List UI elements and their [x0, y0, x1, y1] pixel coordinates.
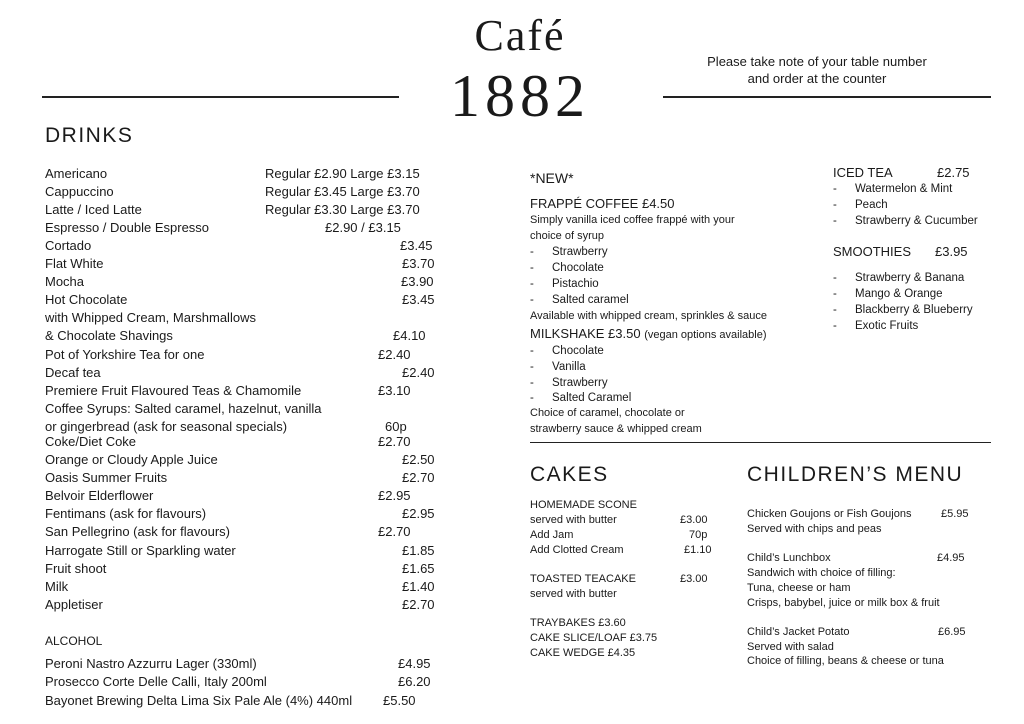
potato-desc-2: Choice of filling, beans & cheese or tuna	[747, 655, 944, 667]
dash-bullet: -	[833, 288, 837, 300]
alcohol-name: Bayonet Brewing Delta Lima Six Pale Ale (4%) 440ml	[45, 693, 353, 708]
drink-price: £3.70	[402, 256, 435, 271]
drink-name: Latte / Iced Latte	[45, 202, 142, 217]
header-rule-left	[42, 96, 399, 98]
dash-bullet: -	[530, 246, 534, 258]
alcohol-heading: ALCOHOL	[45, 634, 103, 648]
drink-name: Fentimans (ask for flavours)	[45, 506, 207, 521]
iced-tea-option	[833, 183, 952, 195]
smoothie-option-label: Blackberry & Blueberry	[855, 304, 973, 316]
lunchbox-desc-1: Sandwich with choice of filling:	[747, 567, 896, 579]
drink-name: Flat White	[45, 256, 104, 271]
frappe-option-label: Strawberry	[552, 246, 608, 258]
smoothie-option	[833, 288, 943, 300]
milkshake-option	[530, 361, 586, 373]
drink-name: Coffee Syrups: Salted caramel, hazelnut, vanilla	[45, 401, 322, 416]
dash-bullet: -	[530, 278, 534, 290]
logo-year: 1882	[450, 63, 590, 129]
drink-price: £4.10	[393, 328, 426, 343]
milkshake-title-text: MILKSHAKE £3.50	[530, 326, 641, 341]
frappe-title: FRAPPÉ COFFEE £4.50	[530, 196, 675, 211]
iced-tea-option	[833, 199, 888, 211]
milkshake-option-label: Vanilla	[552, 361, 586, 373]
drink-price: £2.70	[402, 597, 435, 612]
drink-price: £2.95	[402, 506, 435, 521]
dash-bullet: -	[833, 183, 837, 195]
notice-line-2: and order at the counter	[747, 71, 887, 86]
children-heading: CHILDREN’S MENU	[747, 463, 964, 486]
cake-slice: CAKE SLICE/LOAF £3.75	[530, 632, 658, 644]
add-jam-price: 70p	[689, 529, 708, 541]
drink-name: Pot of Yorkshire Tea for one	[45, 347, 205, 362]
drink-name: Orange or Cloudy Apple Juice	[45, 452, 218, 467]
scone-butter-price: £3.00	[680, 514, 708, 526]
header-rule-right	[663, 96, 991, 98]
smoothie-option-label: Mango & Orange	[855, 288, 943, 300]
frappe-desc-2: choice of syrup	[530, 230, 604, 242]
add-cream: Add Clotted Cream	[530, 544, 624, 556]
lunchbox-title: Child’s Lunchbox	[747, 552, 831, 564]
drink-name: Milk	[45, 579, 69, 594]
mid-rule	[530, 442, 991, 443]
frappe-option-label: Salted caramel	[552, 294, 629, 306]
drink-name: & Chocolate Shavings	[45, 328, 173, 343]
drink-price: £1.40	[402, 579, 435, 594]
iced-tea-option	[833, 215, 978, 227]
new-label: *NEW*	[530, 170, 574, 186]
milkshake-vegan-note: (vegan options available)	[644, 329, 767, 341]
drink-name: Fruit shoot	[45, 561, 107, 576]
milkshake-title	[530, 326, 767, 341]
teacake-title: TOASTED TEACAKE	[530, 573, 636, 585]
lunchbox-desc-2: Tuna, cheese or ham	[747, 582, 851, 594]
logo-cafe: Café	[474, 11, 566, 60]
drink-name: or gingerbread (ask for seasonal specials)	[45, 419, 288, 434]
notice-line-1: Please take note of your table number	[707, 54, 927, 69]
iced-tea-option-label: Strawberry & Cucumber	[855, 215, 978, 227]
drink-name: Mocha	[45, 274, 85, 289]
frappe-option	[530, 246, 608, 258]
teacake-butter: served with butter	[530, 588, 617, 600]
lunchbox-price: £4.95	[937, 552, 965, 564]
drink-name: Cortado	[45, 238, 92, 253]
alcohol-price: £4.95	[398, 656, 431, 671]
drink-price: £2.70	[402, 470, 435, 485]
drink-name: Hot Chocolate	[45, 292, 128, 307]
milkshake-note-2: strawberry sauce & whipped cream	[530, 423, 702, 435]
drink-price: £3.90	[401, 274, 434, 289]
smoothie-option	[833, 304, 973, 316]
drink-price: 60p	[385, 419, 407, 434]
milkshake-option-label: Chocolate	[552, 345, 604, 357]
alcohol-name: Peroni Nastro Azzurru Lager (330ml)	[45, 656, 257, 671]
milkshake-option	[530, 345, 604, 357]
drink-price: Regular £3.45 Large £3.70	[265, 184, 420, 199]
dash-bullet: -	[530, 392, 534, 404]
scone-title: HOMEMADE SCONE	[530, 499, 637, 511]
dash-bullet: -	[530, 262, 534, 274]
dash-bullet: -	[833, 199, 837, 211]
drink-price: £1.85	[402, 543, 435, 558]
frappe-option	[530, 294, 629, 306]
potato-price: £6.95	[938, 626, 966, 638]
dash-bullet: -	[530, 345, 534, 357]
cake-wedge: CAKE WEDGE £4.35	[530, 647, 636, 659]
add-cream-price: £1.10	[684, 544, 712, 556]
frappe-option	[530, 262, 604, 274]
alcohol-name: Prosecco Corte Delle Calli, Italy 200ml	[45, 674, 267, 689]
drink-price: £2.70	[378, 524, 411, 539]
frappe-option	[530, 278, 599, 290]
drink-name: Coke/Diet Coke	[45, 434, 137, 449]
goujons-price: £5.95	[941, 508, 969, 520]
drink-price: £2.95	[378, 488, 411, 503]
alcohol-price: £6.20	[398, 674, 431, 689]
drink-price: Regular £2.90 Large £3.15	[265, 166, 420, 181]
drink-name: Premiere Fruit Flavoured Teas & Chamomile	[45, 383, 302, 398]
dash-bullet: -	[530, 294, 534, 306]
dash-bullet: -	[833, 215, 837, 227]
dash-bullet: -	[530, 377, 534, 389]
drink-name: Harrogate Still or Sparkling water	[45, 543, 236, 558]
drinks-heading: DRINKS	[45, 124, 134, 147]
milkshake-note-1: Choice of caramel, chocolate or	[530, 407, 685, 419]
drink-name: Belvoir Elderflower	[45, 488, 154, 503]
iced-tea-option-label: Peach	[855, 199, 888, 211]
drink-price: £3.45	[400, 238, 433, 253]
smoothie-option-label: Exotic Fruits	[855, 320, 919, 332]
milkshake-option-label: Salted Caramel	[552, 392, 632, 404]
drink-price: £3.45	[402, 292, 435, 307]
smoothie-option	[833, 320, 918, 332]
drink-name: with Whipped Cream, Marshmallows	[45, 310, 256, 325]
iced-tea-title: ICED TEA	[833, 165, 893, 180]
scone-butter: served with butter	[530, 514, 617, 526]
dash-bullet: -	[833, 272, 837, 284]
iced-tea-option-label: Watermelon & Mint	[855, 183, 953, 195]
milkshake-option-label: Strawberry	[552, 377, 608, 389]
drink-price: £2.40	[378, 347, 411, 362]
drink-price: £3.10	[378, 383, 411, 398]
dash-bullet: -	[833, 304, 837, 316]
frappe-desc-1: Simply vanilla iced coffee frappé with your	[530, 214, 735, 226]
drink-price: £2.70	[378, 434, 411, 449]
smoothies-title: SMOOTHIES	[833, 244, 912, 259]
frappe-note: Available with whipped cream, sprinkles & sauce	[530, 310, 768, 322]
drink-price: £2.90 / £3.15	[325, 220, 401, 235]
traybakes: TRAYBAKES £3.60	[530, 617, 626, 629]
drink-name: Appletiser	[45, 597, 103, 612]
potato-title: Child’s Jacket Potato	[747, 626, 850, 638]
goujons-desc: Served with chips and peas	[747, 523, 882, 535]
iced-tea-price: £2.75	[937, 165, 970, 180]
drink-price: £1.65	[402, 561, 435, 576]
milkshake-option	[530, 392, 631, 404]
drink-name: San Pellegrino (ask for flavours)	[45, 524, 230, 539]
alcohol-price: £5.50	[383, 693, 416, 708]
dash-bullet: -	[530, 361, 534, 373]
teacake-price: £3.00	[680, 573, 708, 585]
drink-name: Americano	[45, 166, 108, 181]
drink-name: Cappuccino	[45, 184, 114, 199]
order-notice	[662, 53, 972, 87]
drink-name: Oasis Summer Fruits	[45, 470, 168, 485]
cakes-heading: CAKES	[530, 463, 609, 486]
drink-name: Decaf tea	[45, 365, 101, 380]
dash-bullet: -	[833, 320, 837, 332]
drink-price: £2.50	[402, 452, 435, 467]
smoothies-price: £3.95	[935, 244, 968, 259]
drink-name: Espresso / Double Espresso	[45, 220, 210, 235]
goujons-title: Chicken Goujons or Fish Goujons	[747, 508, 912, 520]
milkshake-option	[530, 377, 608, 389]
drink-price: Regular £3.30 Large £3.70	[265, 202, 420, 217]
smoothie-option-label: Strawberry & Banana	[855, 272, 965, 284]
smoothie-option	[833, 272, 964, 284]
drink-price: £2.40	[402, 365, 435, 380]
potato-desc-1: Served with salad	[747, 641, 834, 653]
lunchbox-desc-3: Crisps, babybel, juice or milk box & fruit	[747, 597, 940, 609]
add-jam: Add Jam	[530, 529, 574, 541]
frappe-option-label: Chocolate	[552, 262, 604, 274]
frappe-option-label: Pistachio	[552, 278, 599, 290]
